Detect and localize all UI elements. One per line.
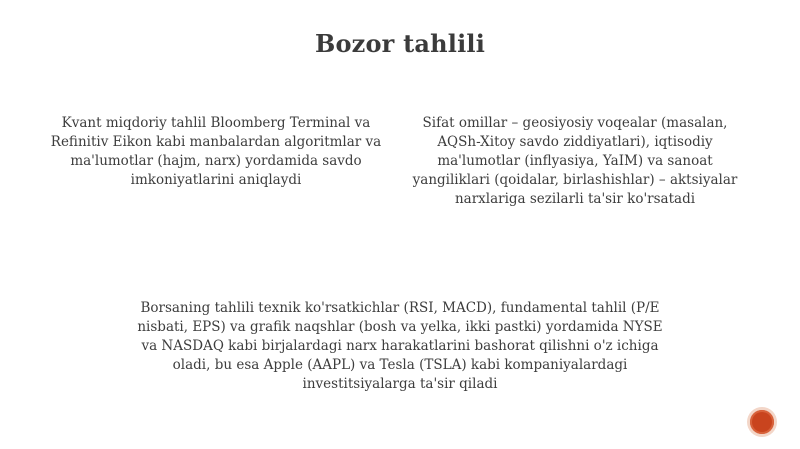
market-analysis-text: Borsaning tahlili texnik ko'rsatkichlar (RSI, MACD), fundamental tahlil (P/E nisbati, EPS) va grafik naqshlar (bosh va yelka, ikki pastki) yordamida NYSE va NASDAQ kabi birjalardagi narx harakatlarini bashorat qilishni o'z ichiga oladi, bu esa Apple (AAPL) va Tesla (TSLA) kabi kompaniyalardagi investitsiyalarga ta'sir qiladi (137, 300, 663, 392)
slide-title: Bozor tahlili (314, 29, 486, 58)
qualitative-factors-text: Sifat omillar – geosiyosiy voqealar (masalan, AQSh-Xitoy savdo ziddiyatlari), iqtisodiy ma'lumotlar (inflyasiya, YaIM) va sanoat yangiliklari (qoidalar, birlashishlar) – aktsiyalar narxlariga sezilarli ta'sir ko'rsatadi (412, 115, 738, 207)
quantitative-analysis-text: Kvant miqdoriy tahlil Bloomberg Terminal va Refinitiv Eikon kabi manbalardan algoritmlar va ma'lumotlar (hajm, narx) yordamida savdo imkoniyatlarini aniqlaydi (50, 115, 382, 188)
circle-nav-icon (750, 410, 774, 434)
next-slide-button[interactable] (747, 407, 777, 437)
